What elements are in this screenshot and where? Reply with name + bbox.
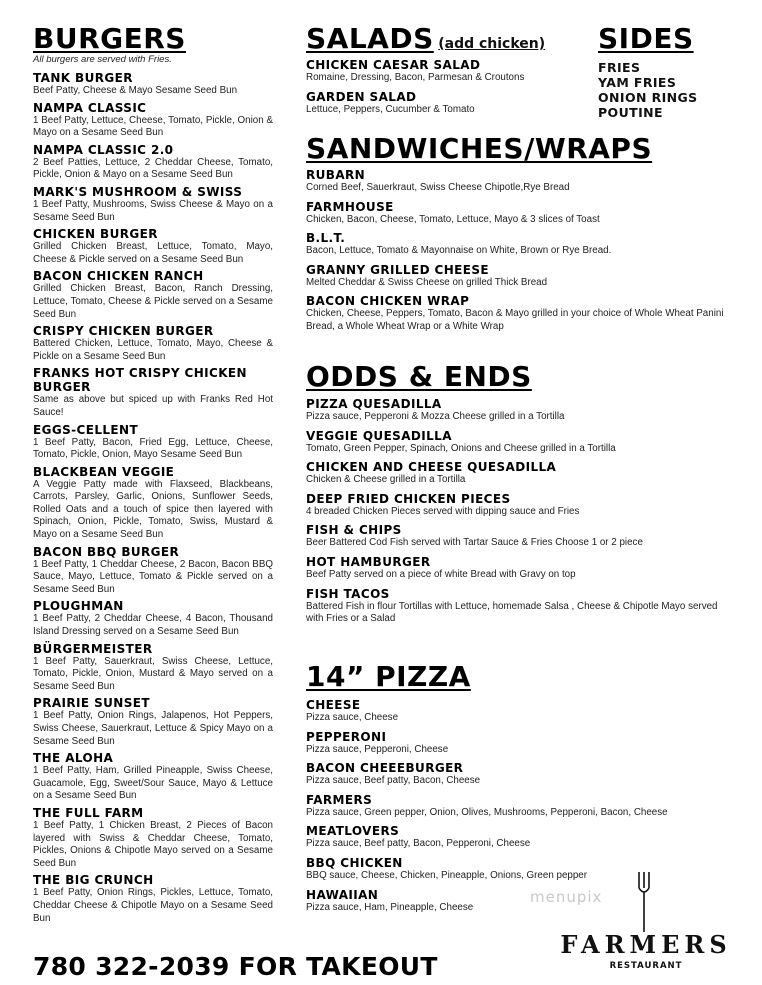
burger-item-description: A Veggie Patty made with Flaxseed, Blackbeans, Carrots, Parsley, Garlic, Onions, Sunflower Seeds, Rolled Oats and a touch of spice then layered with Spinach, Onion, Pickle, Tomato, Swiss, Mustard & Mayo on a Sesame Seed Bun (33, 478, 273, 541)
burger-item-name: MARK'S MUSHROOM & SWISS (33, 184, 243, 199)
burger-item-name: TANK BURGER (33, 71, 133, 85)
salads-list (306, 58, 596, 116)
pizza-item-description: Pizza sauce, Green pepper, Onion, Olives, Mushrooms, Pepperoni, Bacon, Cheese (306, 806, 668, 818)
burgers-note: All burgers are served with Fries. (33, 54, 172, 65)
odds-item-description: Chicken & Cheese grilled in a Tortilla (306, 474, 466, 486)
sandwich-item-description: Chicken, Cheese, Peppers, Tomato, Bacon & Mayo grilled in your choice of Whole Wheat Panini Bread, a Whole Wheat Wrap or a White Wrap (306, 308, 724, 332)
pizza-item (306, 761, 736, 788)
burger-item-name: BÜRGERMEISTER (33, 641, 153, 656)
burger-item-name: NAMPA CLASSIC (33, 100, 147, 115)
pizza-item (306, 888, 736, 915)
pizza-item (306, 698, 736, 725)
salads-section (306, 24, 596, 121)
sandwich-item-description: Chicken, Bacon, Cheese, Tomato, Lettuce, Mayo & 3 slices of Toast (306, 213, 600, 225)
sandwich-item-name: BACON CHICKEN WRAP (306, 294, 470, 309)
burger-item (33, 696, 273, 748)
side-item: YAM FRIES (598, 75, 677, 90)
salad-item (306, 90, 596, 117)
burger-item (33, 143, 273, 182)
burger-item-description: Grilled Chicken Breast, Lettuce, Tomato, Mayo, Cheese & Pickle served on a Sesame Seed Bun (33, 241, 273, 265)
pizza-item-description: BBQ sauce, Cheese, Chicken, Pineapple, Onions, Green pepper (306, 869, 588, 881)
burger-item-description: Beef Patty, Cheese & Mayo Sesame Seed Bun (33, 85, 238, 96)
burger-item (33, 227, 273, 266)
side-item: ONION RINGS (598, 90, 698, 105)
burgers-title: BURGERS (33, 22, 186, 55)
sandwich-item-description: Bacon, Lettuce, Tomato & Mayonnaise on White, Brown or Rye Bread. (306, 245, 612, 257)
pizza-item (306, 856, 736, 883)
burger-item-description: Battered Chicken, Lettuce, Tomato, Mayo, Cheese & Pickle on a Sesame Seed Bun (33, 338, 273, 362)
odds-item (306, 587, 736, 626)
salad-item (306, 58, 596, 85)
pizza-item-description: Pizza sauce, Cheese (306, 712, 399, 723)
sandwiches-section (306, 134, 736, 339)
burger-item-description: 1 Beef Patty, Onion Rings, Pickles, Lettuce, Tomato, Cheddar Cheese & Chipotle Mayo on a Sesame Seed Bun (33, 887, 273, 924)
burger-item (33, 599, 273, 638)
burger-item-name: EGGS-CELLENT (33, 422, 139, 437)
sandwich-item-name: GRANNY GRILLED CHEESE (306, 262, 489, 277)
salad-item-description: Romaine, Dressing, Bacon, Parmesan & Croutons (306, 72, 525, 83)
pizza-item-name: CHEESE (306, 698, 361, 712)
farmers-logo (556, 930, 736, 971)
pizza-item-name: BACON CHEEEBURGER (306, 761, 464, 776)
burger-item (33, 101, 273, 140)
burger-item-description: 1 Beef Patty, 1 Chicken Breast, 2 Pieces of Bacon layered with Swiss & Cheddar Cheese, Tomato, Pickles, Onions & Chipotle Mayo served on a Sesame Seed Bun (33, 819, 273, 869)
sandwich-item (306, 294, 736, 333)
burger-item-description: 1 Beef Patty, Lettuce, Cheese, Tomato, Pickle, Onion & Mayo on a Sesame Seed Bun (33, 114, 273, 139)
odds-item-description: Battered Fish in flour Tortillas with Lettuce, homemade Salsa , Cheese & Chipotle Mayo served with Fries or a Salad (306, 600, 718, 625)
pizza-item-name: HAWAIIAN (306, 887, 379, 902)
pizza-item-description: Pizza sauce, Beef patty, Bacon, Pepperoni, Cheese (306, 838, 531, 850)
menupix-watermark: menupix (530, 888, 603, 906)
odds-title: ODDS & ENDS (306, 360, 532, 393)
odds-item-name: VEGGIE QUESADILLA (306, 428, 452, 443)
burger-item-description: 1 Beef Patty, Sauerkraut, Swiss Cheese, Lettuce, Tomato, Pickle, Onion, Mustard & Mayo served on a Sesame Seed Bun (33, 655, 273, 692)
pizza-list (306, 698, 736, 914)
side-item: FRIES (598, 60, 641, 75)
burger-item (33, 806, 273, 870)
odds-item-name: DEEP FRIED CHICKEN PIECES (306, 491, 511, 506)
pizza-section (306, 662, 736, 919)
burger-item (33, 366, 273, 419)
burgers-section (33, 24, 273, 928)
burger-item (33, 269, 273, 321)
burger-item-description: 1 Beef Patty, Bacon, Fried Egg, Lettuce, Cheese, Tomato, Pickle, Onion, Mayo Sesame Seed Bun (33, 436, 273, 461)
burger-item (33, 71, 273, 98)
salads-title: SALADS (306, 22, 434, 55)
pizza-item-name: FARMERS (306, 792, 373, 807)
burger-item-description: 1 Beef Patty, Ham, Grilled Pineapple, Swiss Cheese, Guacamole, Egg, Sweet/Sour Sauce, Mayo & Lettuce on a Sesame Seed Bun (33, 765, 273, 802)
burger-item-name: BACON CHICKEN RANCH (33, 269, 204, 284)
burger-item (33, 873, 273, 925)
takeout-phone: 780 322-2039 FOR TAKEOUT (33, 952, 438, 981)
odds-item-description: Beer Battered Cod Fish served with Tartar Sauce & Fries Choose 1 or 2 piece (306, 537, 643, 549)
burger-item-description: Same as above but spiced up with Franks Red Hot Sauce! (33, 394, 273, 418)
burger-item-name: BACON BBQ BURGER (33, 544, 180, 559)
salads-note: (add chicken) (438, 36, 546, 52)
burgers-list (33, 71, 273, 925)
sides-list (598, 60, 748, 120)
sandwich-item-description: Melted Cheddar & Swiss Cheese on grilled Thick Bread (306, 276, 548, 288)
odds-item-name: PIZZA QUESADILLA (306, 397, 442, 411)
burger-item-name: PLOUGHMAN (33, 599, 124, 614)
burger-item-name: NAMPA CLASSIC 2.0 (33, 142, 174, 157)
burger-item-description: 1 Beef Patty, 1 Cheddar Cheese, 2 Bacon, Bacon BBQ Sauce, Mayo, Lettuce, Tomato & Pickle served on a Sesame Seed Bun (33, 558, 273, 595)
sandwich-item (306, 168, 736, 195)
odds-item-name: FISH & CHIPS (306, 523, 402, 538)
odds-item (306, 555, 736, 582)
sandwiches-list (306, 168, 736, 334)
pizza-item-name: BBQ CHICKEN (306, 855, 403, 870)
burger-item-description: 1 Beef Patty, Onion Rings, Jalapenos, Hot Peppers, Swiss Cheese, Sauerkraut, Lettuce & Spicy Mayo on a Sesame Seed Bun (33, 710, 273, 747)
burger-item-name: CRISPY CHICKEN BURGER (33, 324, 214, 339)
fork-icon (637, 872, 651, 932)
burger-item-description: Grilled Chicken Breast, Bacon, Ranch Dressing, Lettuce, Tomato, Cheese & Pickle served on a Sesame Seed Bun (33, 283, 273, 320)
sandwich-item (306, 231, 736, 258)
sandwich-item-name: B.L.T. (306, 231, 346, 246)
burger-item-name: THE BIG CRUNCH (33, 873, 154, 888)
sandwich-item-description: Corned Beef, Sauerkraut, Swiss Cheese Chipotle,Rye Bread (306, 182, 570, 193)
burger-item (33, 545, 273, 597)
burger-item-name: CHICKEN BURGER (33, 227, 158, 242)
burger-item-description: 1 Beef Patty, 2 Cheddar Cheese, 4 Bacon, Thousand Island Dressing served on a Sesame Seed Bun (33, 613, 273, 638)
odds-item (306, 460, 736, 487)
sandwich-item-name: FARMHOUSE (306, 199, 394, 214)
side-item: POUTINE (598, 105, 663, 120)
odds-item-description: 4 breaded Chicken Pieces served with dipping sauce and Fries (306, 505, 580, 517)
pizza-item (306, 824, 736, 851)
pizza-item-description: Pizza sauce, Pepperoni, Cheese (306, 743, 449, 755)
burger-item-name: BLACKBEAN VEGGIE (33, 464, 175, 479)
burger-item (33, 423, 273, 462)
sides-title: SIDES (598, 22, 694, 55)
salad-item-description: Lettuce, Peppers, Cucumber & Tomato (306, 103, 475, 115)
burger-item (33, 324, 273, 363)
odds-item (306, 397, 736, 424)
burger-item-name: FRANKS HOT CRISPY CHICKEN BURGER (33, 366, 247, 395)
sides-section (598, 24, 748, 120)
burger-item-description: 1 Beef Patty, Mushrooms, Swiss Cheese & Mayo on a Sesame Seed Bun (33, 198, 273, 223)
burger-item-name: THE FULL FARM (33, 805, 144, 820)
odds-item-name: FISH TACOS (306, 586, 390, 601)
odds-item-description: Tomato, Green Pepper, Spinach, Onions and Cheese grilled in a Tortilla (306, 442, 616, 454)
odds-item (306, 429, 736, 456)
sandwich-item (306, 200, 736, 227)
odds-section (306, 362, 736, 631)
odds-item-name: CHICKEN AND CHEESE QUESADILLA (306, 460, 557, 475)
odds-item (306, 523, 736, 550)
burger-item (33, 642, 273, 694)
burger-item (33, 185, 273, 224)
sandwiches-title: SANDWICHES/WRAPS (306, 132, 653, 165)
pizza-item-name: MEATLOVERS (306, 824, 400, 839)
logo-subtitle: RESTAURANT (609, 961, 683, 971)
pizza-title: 14” PIZZA (306, 660, 471, 693)
pizza-item-name: PEPPERONI (306, 729, 387, 744)
burger-item-name: PRAIRIE SUNSET (33, 696, 150, 711)
odds-item-description: Pizza sauce, Pepperoni & Mozza Cheese grilled in a Tortilla (306, 411, 565, 422)
burger-item-description: 2 Beef Patties, Lettuce, 2 Cheddar Cheese, Tomato, Pickle, Onion & Mayo on a Sesame Seed Bun (33, 156, 273, 181)
odds-list (306, 397, 736, 626)
odds-item-name: HOT HAMBURGER (306, 554, 431, 569)
odds-item-description: Beef Patty served on a piece of white Bread with Gravy on top (306, 568, 576, 580)
logo-wordmark: FARMERS (560, 930, 732, 959)
sandwich-item-name: RUBARN (306, 168, 366, 182)
odds-item (306, 492, 736, 519)
pizza-item-description: Pizza sauce, Beef patty, Bacon, Cheese (306, 775, 481, 787)
pizza-item (306, 730, 736, 757)
sandwich-item (306, 263, 736, 290)
pizza-item-description: Pizza sauce, Ham, Pineapple, Cheese (306, 901, 474, 913)
burger-item (33, 751, 273, 803)
salad-item-name: CHICKEN CAESAR SALAD (306, 58, 481, 72)
pizza-item (306, 793, 736, 820)
salad-item-name: GARDEN SALAD (306, 89, 417, 104)
burger-item (33, 465, 273, 542)
burger-item-name: THE ALOHA (33, 751, 114, 766)
